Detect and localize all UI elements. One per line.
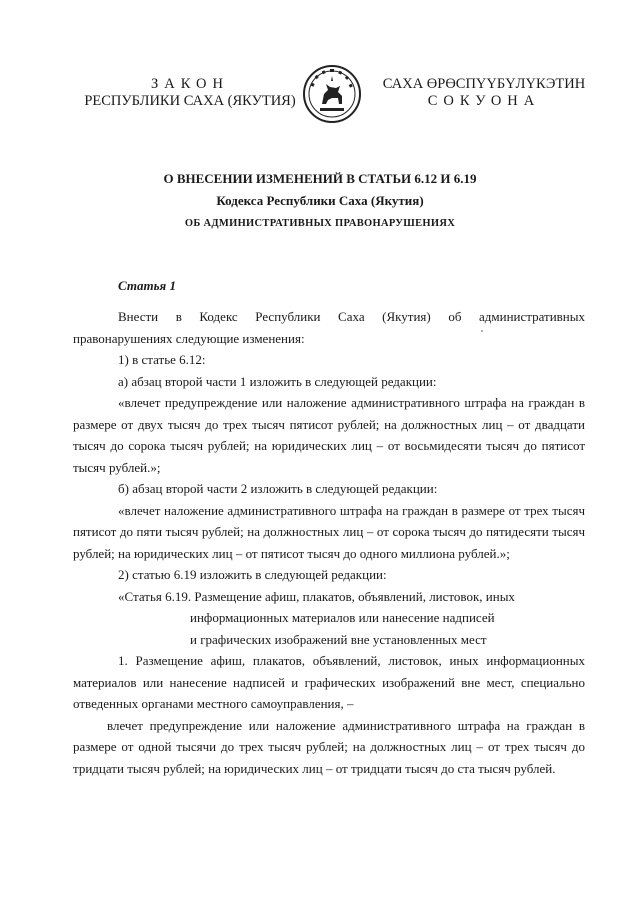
article-6-19-title-cont: информационных материалов или нанесение надписей — [190, 610, 495, 625]
paragraph: а) абзац второй части 1 изложить в следующей редакции: — [118, 373, 437, 389]
law-word-yakut: СОКУОНА — [427, 93, 541, 109]
paragraph: б) абзац второй части 2 изложить в следующей редакции: — [118, 481, 438, 496]
law-word: ЗАКОН — [151, 76, 229, 92]
law-header-yakut — [374, 76, 594, 110]
document-title-subject: ОБ АДМИНИСТРАТИВНЫХ ПРАВОНАРУШЕНИЯХ — [184, 218, 456, 229]
law-header-russian — [70, 76, 310, 110]
article-6-19-title-cont: и графических изображений вне установленных мест — [190, 631, 487, 647]
paragraph: «влечет наложение административного штрафа на граждан в размере от трех тысяч пятисот до пяти тысяч рублей; на должностных лиц – от сорока тысяч до пятидесяти тысяч рублей; на юридических лиц – от пятисот тысяч до одного миллиона рублей.»; — [73, 502, 585, 561]
article-6-19-title: «Статья 6.19. Размещение афиш, плакатов, объявлений, листовок, иных — [118, 588, 515, 604]
paragraph: 1. Размещение афиш, плакатов, объявлений, листовок, иных информационных материалов или нанесение надписей и графических изображений вне мест, специально отведенных органами местного самоуправления, – — [73, 653, 585, 711]
article-heading: Статья 1 — [118, 278, 176, 293]
coat-of-arms-emblem — [302, 64, 362, 124]
republic-name-yakut: САХА ӨРӨСПҮҮБҮЛҮКЭТИН — [382, 76, 586, 92]
paragraph: «влечет предупреждение или наложение административного штрафа на граждан в размере от двух тысяч до трех тысяч пятисот рублей; на должностных лиц – от двадцати тысяч до сорока тысяч рублей; на юридических лиц – от восьмидесяти тысяч до пятисот тысяч рублей.»; — [73, 395, 585, 475]
article-body — [73, 306, 585, 779]
paragraph: Внести в Кодекс Республики Саха (Якутия) об административных правонарушениях следующие изменения: — [73, 309, 585, 346]
paragraph: 2) статью 6.19 изложить в следующей редакции: — [118, 567, 387, 582]
republic-name: РЕСПУБЛИКИ САХА (ЯКУТИЯ) — [84, 93, 296, 109]
paragraph: 1) в статье 6.12: — [118, 352, 206, 367]
paragraph: влечет предупреждение или наложение административного штрафа на граждан в размере от одной тысячи до трех тысяч рублей; на должностных лиц – от трех тысяч до тридцати тысяч рублей; на юридических лиц – от тридцати тысяч до ста тысяч рублей. — [73, 717, 585, 776]
document-title-code: Кодекса Республики Саха (Якутия) — [216, 193, 424, 208]
document-title: О ВНЕСЕНИИ ИЗМЕНЕНИЙ В СТАТЬИ 6.12 И 6.19 — [163, 171, 477, 186]
